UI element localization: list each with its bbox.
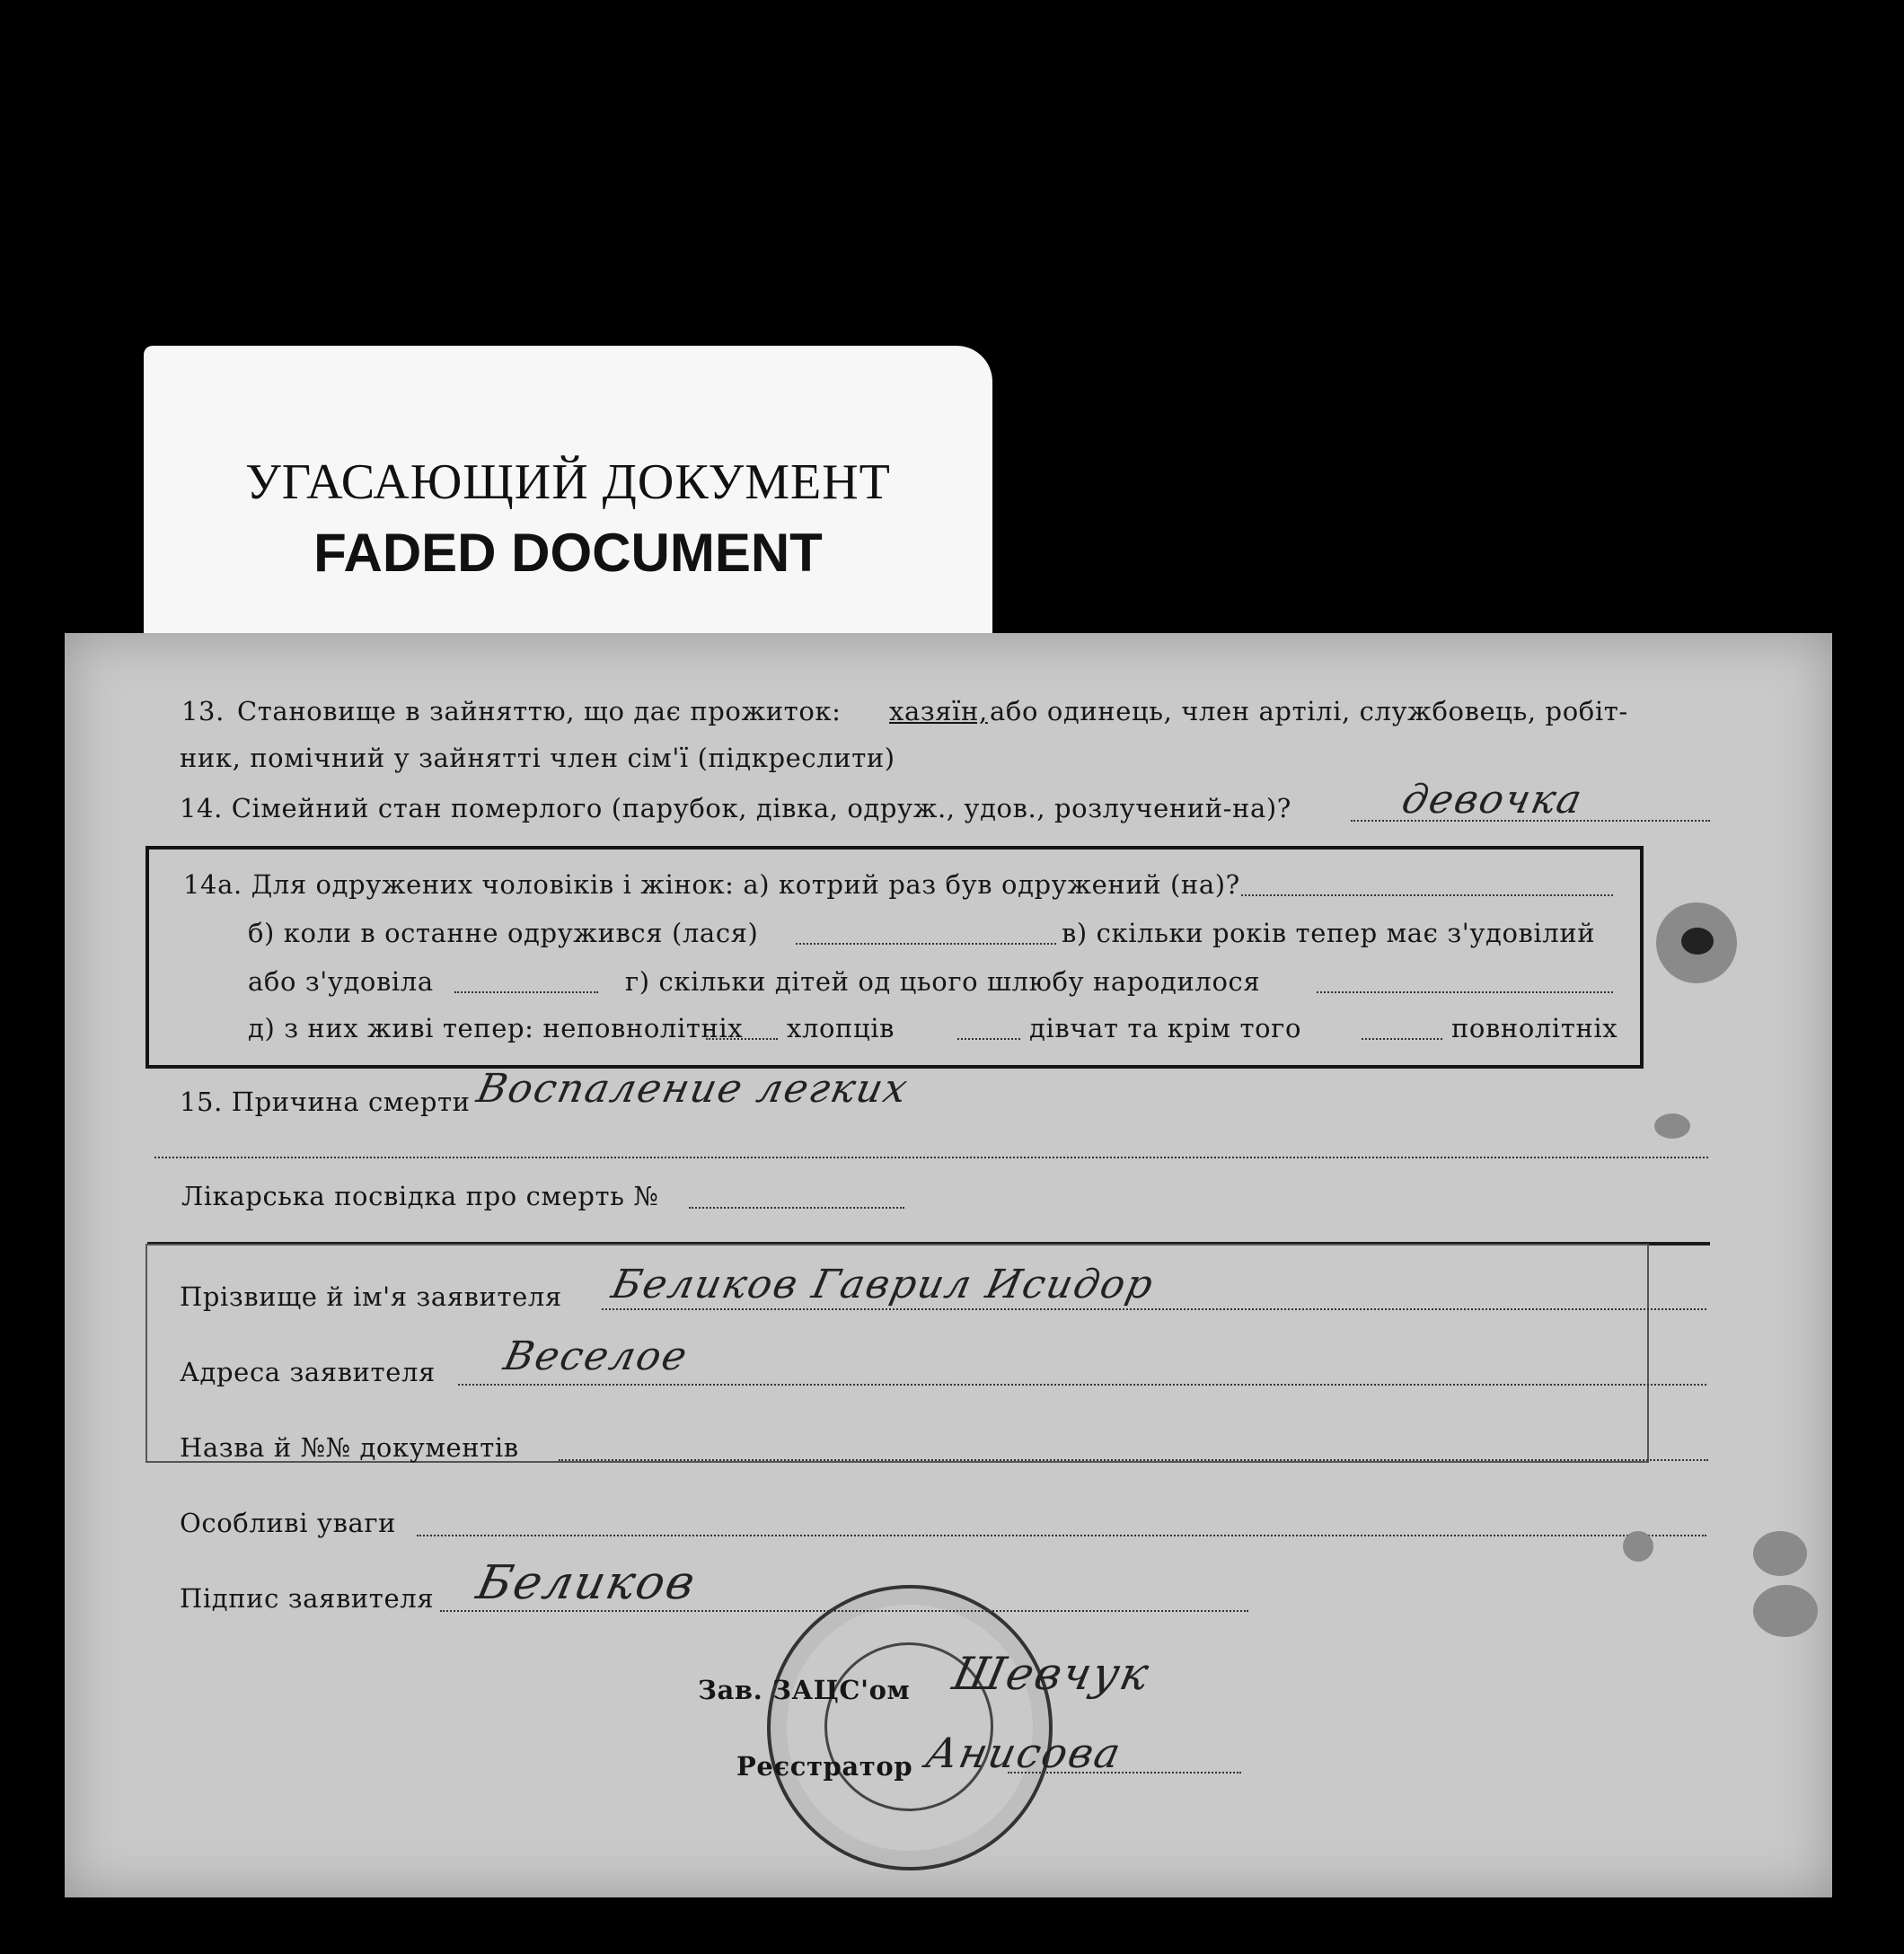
official-seal-stamp — [767, 1585, 1053, 1870]
notes-dots — [417, 1535, 1706, 1536]
documents-label: Назва й №№ документів — [180, 1432, 519, 1463]
q14a-e4: повнолітніх — [1451, 1013, 1618, 1043]
q13-text-b: або одинець, член артілі, службовець, робіт- — [990, 696, 1628, 726]
signature-label: Підпис заявителя — [180, 1583, 435, 1614]
q14a-d: г) скільки дітей од цього шлюбу народилося — [625, 966, 1261, 997]
q15-dotted-line — [154, 1157, 1708, 1158]
q14a-c: в) скільки років тепер має з'удовілий — [1062, 918, 1596, 948]
q15-handwritten-answer: Воспаление легких — [472, 1066, 913, 1112]
head-label: Зав. ЗАЦС'ом — [698, 1675, 911, 1705]
label-english: FADED DOCUMENT — [313, 523, 823, 583]
q14a-a-dots — [1241, 894, 1613, 896]
q13-text-line2: ник, помічний у зайнятті член сім'ї (підкреслити) — [180, 743, 895, 773]
binding-hole — [1623, 1531, 1653, 1562]
applicant-address-dots — [458, 1384, 1706, 1386]
documents-dots — [559, 1459, 1708, 1461]
q13-underlined-answer: хазяїн, — [889, 696, 988, 726]
applicant-name-label: Прізвище й ім'я заявителя — [180, 1281, 562, 1312]
applicant-signature: Беликов — [472, 1556, 701, 1610]
head-signature: Шевчук — [948, 1648, 1155, 1700]
q14a-e3-dots — [1362, 1038, 1442, 1040]
binding-hole — [1753, 1585, 1818, 1637]
q14a-c2: або з'удовіла — [248, 966, 434, 997]
q14a-e2-dots — [957, 1038, 1020, 1040]
faded-document-label-card — [144, 346, 992, 647]
q14a-b-dots — [796, 943, 1056, 945]
q14a-e1-dots — [706, 1038, 778, 1040]
label-russian: УГАСАЮЩИЙ ДОКУМЕНТ — [245, 454, 891, 510]
q14a-e1: д) з них живі тепер: неповнолітніх — [248, 1013, 744, 1043]
death-record-form — [65, 633, 1832, 1897]
q14a-d-dots — [1317, 991, 1613, 993]
medical-certificate-label: Лікарська посвідка про смерть № — [181, 1181, 659, 1211]
q14a-box — [145, 846, 1644, 1069]
registrar-signature: Анисова — [921, 1729, 1127, 1777]
q14a-a: 14а. Для одружених чоловіків і жінок: а) котрий раз був одружений (на)? — [183, 869, 1240, 900]
registrar-dots — [1008, 1772, 1241, 1774]
notes-label: Особливі уваги — [180, 1508, 397, 1538]
q14a-b: б) коли в останне одружився (лася) — [248, 918, 759, 948]
q14a-c2-dots — [454, 991, 598, 993]
applicant-address-label: Адреса заявителя — [180, 1357, 436, 1387]
medical-certificate-dots — [689, 1207, 904, 1209]
applicant-name-value: Беликов Гаврил Исидор — [607, 1262, 1159, 1307]
binding-hole — [1654, 1113, 1690, 1139]
registrar-label: Реєстратор — [736, 1751, 913, 1782]
q14-handwritten-answer: девочка — [1397, 777, 1588, 823]
q14a-e2: хлопців — [787, 1013, 895, 1043]
applicant-name-dots — [602, 1308, 1706, 1310]
applicant-address-value: Веселое — [499, 1333, 693, 1379]
q14-question: 14. Сімейний стан померлого (парубок, дівка, одруж., удов., розлучений-на)? — [180, 793, 1291, 823]
q14a-e3: дівчат та крім того — [1029, 1013, 1302, 1043]
binding-hole-center — [1681, 928, 1714, 955]
q13-number: 13. — [181, 696, 225, 726]
q13-text-a: Становище в зайняттю, що дає прожиток: — [237, 696, 842, 726]
q15-label: 15. Причина смерти — [180, 1087, 471, 1117]
binding-hole — [1753, 1531, 1807, 1576]
